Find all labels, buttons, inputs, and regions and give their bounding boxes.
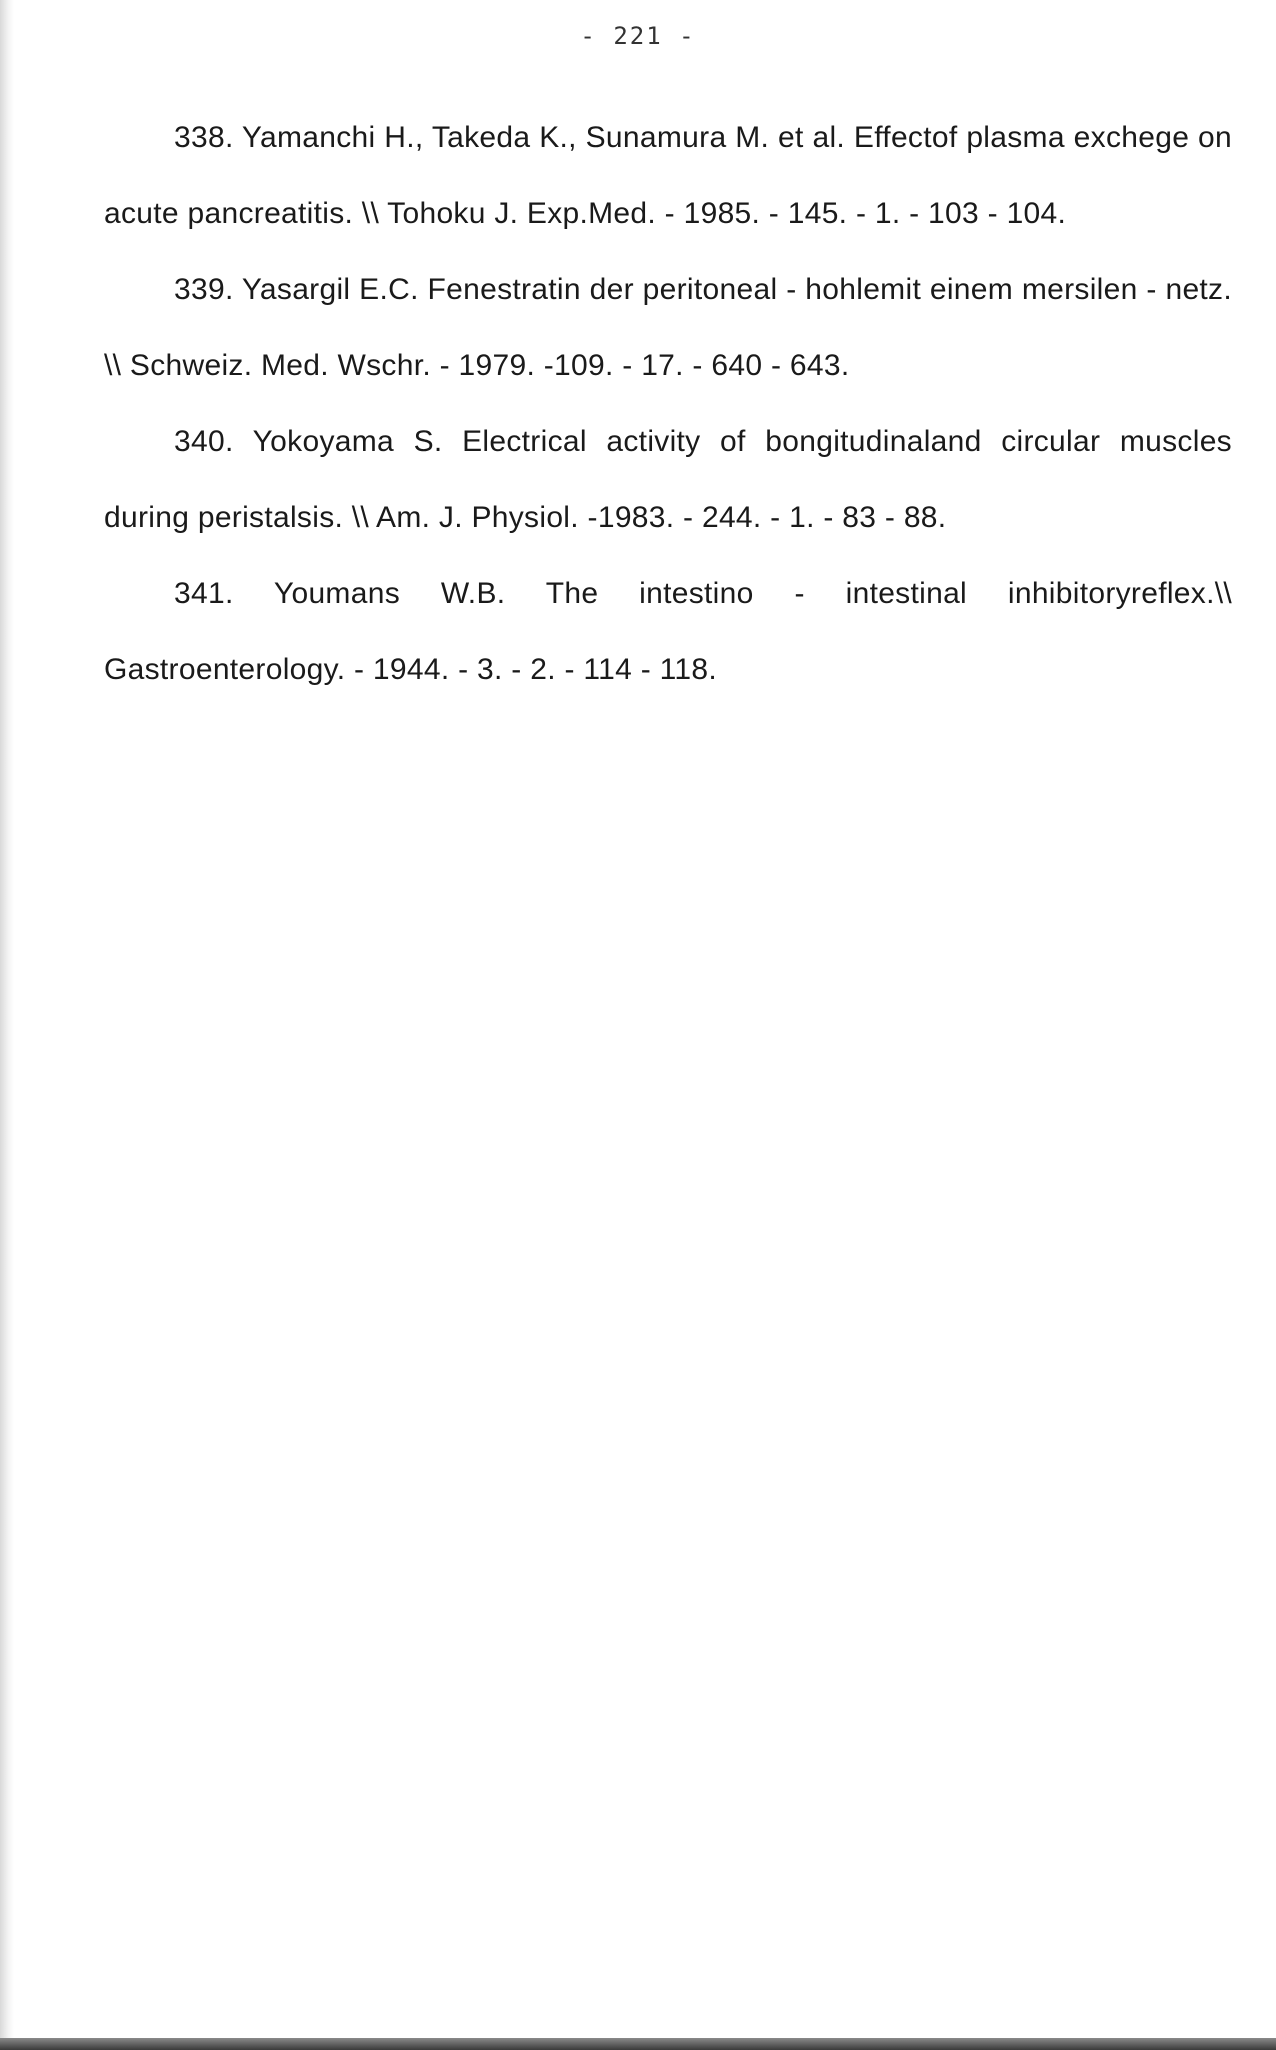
scan-edge-shadow <box>0 0 14 2050</box>
reference-item-341: 341. Youmans W.B. The intestino - intestinal inhibitoryreflex.\\ Gastroenterology. - 1944. - 3. - 2. - 114 - 118. <box>104 577 1232 686</box>
page-number: - 221 - <box>580 22 696 50</box>
reference-item-339: 339. Yasargil E.C. Fenestratin der peritoneal - hohlemit einem mersilen - netz. \\ Schweiz. Med. Wschr. - 1979. -109. - 17. - 640 - 643. <box>104 273 1232 382</box>
scan-bottom-border <box>0 2038 1276 2050</box>
reference-item-338: 338. Yamanchi H., Takeda K., Sunamura M. et al. Effectof plasma exchege on acute pancreatitis. \\ Tohoku J. Exp.Med. - 1985. - 145. - 1. - 103 - 104. <box>104 121 1232 230</box>
reference-item-340: 340. Yokoyama S. Electrical activity of bongitudinaland circular muscles during peristalsis. \\ Am. J. Physiol. -1983. - 244. - 1. - 83 - 88. <box>104 425 1232 534</box>
reference-list <box>104 100 1232 708</box>
